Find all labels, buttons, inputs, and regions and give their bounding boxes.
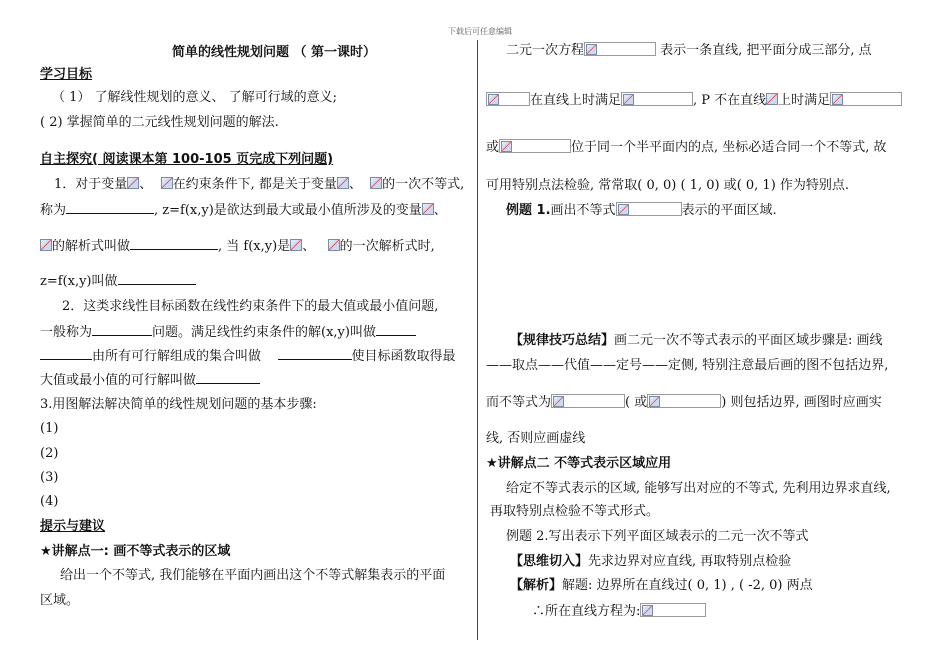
q1-text: 的一次解析式时, [339,239,435,254]
point2-text-1: 给定不等式表示的区域, 能够写出对应的不等式, 先利用边界求直线, [506,481,891,496]
page-header: 下载后可任意编辑 [448,27,512,36]
q1-text: 1．对于变量 [54,177,128,192]
fill-blank[interactable] [40,347,92,360]
r-text: 表示一条直线, 把平面分成三部分, 点 [660,43,872,58]
point2-heading: ★讲解点二 不等式表示区域应用 [486,456,672,471]
q1-text: 在约束条件下, 都是关于变量 [172,177,337,192]
r-text: 在直线上时满足 [530,93,622,108]
r-text: , P 不在直线 [693,93,767,108]
r-para4: 可用特别点法检验, 常常取( 0, 0) ( 1, 0) 或( 0, 1) 作为特别点. [486,178,850,193]
q1-text: 的解析式叫做 [52,239,131,254]
formula-box [551,394,625,408]
q2-text: 问题。满足线性约束条件的解(x,y)叫做 [152,325,376,340]
formula-image [290,239,302,251]
q1-text: , z=f(x,y)是欲达到最大或最小值所涉及的变量 [154,203,422,218]
r-text: 先求边界对应直线, 再取特别点检验 [588,554,792,569]
doc-title: 简单的线性规划问题 （ 第一课时） [172,45,377,60]
formula-image [501,141,512,152]
rule-summary-line2: ——取点——代值——定号——定侧, 特别注意最后画的图不包括边界, [486,358,889,373]
r-text: 或 [486,140,500,155]
q2-line4 [40,371,260,390]
fill-blank[interactable] [278,347,352,360]
formula-box [647,394,721,408]
q2-line3 [40,347,456,366]
q2-line2 [40,323,416,342]
fill-blank[interactable] [92,323,152,336]
formula-image [127,177,139,189]
point2-text-2: 再取特别点检验不等式形式。 [490,504,660,519]
point1-heading: ★讲解点一: 画不等式表示的区域 [40,544,231,559]
q1-text: 、 [302,239,316,254]
q2-text: 大值或最小值的可行解叫做 [40,373,197,388]
fill-blank[interactable] [376,323,416,336]
r-para2 [486,92,902,110]
goal-2: ( 2) 掌握简单的二元线性规划问题的解法. [40,115,279,130]
q1-text: 的一次不等式, [382,177,465,192]
tips-heading: 提示与建议 [40,519,106,534]
formula-image [337,177,349,189]
r-text: 而不等式为 [486,395,552,410]
formula-box [584,42,656,56]
formula-box [621,92,693,106]
example-2: 例题 2.写出表示下列平面区域表示的二元一次不等式 [506,529,809,544]
q1-text: , 当 f(x,y)是 [218,239,291,254]
rule-summary-line1 [510,332,883,350]
q2-text: 使目标函数取得最 [351,349,456,364]
q1-text: z=f(x,y)叫做 [40,274,118,289]
r-text: 画出不等式 [550,203,616,218]
formula-image [832,94,843,105]
therefore-line [532,603,706,621]
r-para1 [506,42,872,60]
think-line [510,553,791,571]
q2-text: 一般称为 [40,325,93,340]
think-label: 【思维切入】 [510,554,589,569]
formula-image [161,177,173,189]
rule-summary-line4: 线, 否则应画虚线 [486,431,586,446]
r-text: 画二元一次不等式表示的平面区域步骤是: 画线 [614,333,883,348]
r-text: 位于同一个半平面内的点, 坐标必适合同一个不等式, 故 [571,140,887,155]
solution-line [510,577,813,595]
q1-line2 [40,201,447,220]
fill-blank[interactable] [66,201,154,214]
step-3: (3) [40,470,59,485]
r-text: 解题: 边界所在直线过( 0, 1) , ( -2, 0) 两点 [562,578,813,593]
q1-text: 、 [139,177,153,192]
solution-label: 【解析】 [510,578,563,593]
formula-image [40,239,52,251]
r-text: ) 则包括边界, 画图时应画实 [721,395,882,410]
r-text: 表示的平面区域. [681,203,777,218]
fill-blank[interactable] [196,371,260,384]
fill-blank[interactable] [118,272,196,285]
r-para3 [486,139,887,157]
formula-image [766,93,778,105]
point1-text-1: 给出一个不等式, 我们能够在平面内画出这个不等式解集表示的平面 [60,568,446,583]
goals-heading: 学习目标 [40,67,93,82]
step-4: (4) [40,494,59,509]
formula-image [623,94,634,105]
r-text: 二元一次方程 [506,43,585,58]
step-2: (2) [40,446,59,461]
example-1 [506,202,777,220]
formula-box [499,139,571,153]
q1-text: 称为 [40,203,67,218]
column-divider [477,40,478,640]
q2-text: 由所有可行解组成的集合叫做 [92,349,262,364]
formula-box [616,202,682,216]
q1-line3 [40,237,435,256]
r-text: ∴所在直线方程为: [532,604,641,619]
q2-line1: 2．这类求线性目标函数在线性约束条件下的最大值或最小值问题, [62,299,439,314]
explore-heading: 自主探究( 阅读课本第 100-105 页完成下列问题) [40,152,334,167]
goal-1: （ 1） 了解线性规划的意义、 了解可行域的意义; [52,90,338,105]
formula-image [553,396,564,407]
example-label: 例题 1. [506,203,551,218]
formula-image [488,94,499,105]
rule-summary-line3 [486,394,882,412]
q3-text: 3.用图解法解决简单的线性规划问题的基本步骤: [40,397,317,412]
r-text: ( 或 [625,395,648,410]
q1-line1 [54,176,464,194]
formula-image [370,177,382,189]
formula-image [649,396,660,407]
q1-line4 [40,272,196,291]
formula-box [640,603,706,617]
formula-image [618,204,629,215]
rule-label: 【规律技巧总结】 [510,333,615,348]
q1-text: 、 [433,203,447,218]
formula-image [642,605,653,616]
formula-box [830,92,902,106]
formula-box [486,92,530,106]
step-1: (1) [40,421,59,436]
formula-image [328,239,340,251]
formula-image [586,44,597,55]
r-text: 上时满足 [778,93,831,108]
fill-blank[interactable] [130,237,218,250]
point1-text-2: 区域。 [40,593,80,608]
formula-image [422,203,434,215]
q1-text: 、 [348,177,362,192]
